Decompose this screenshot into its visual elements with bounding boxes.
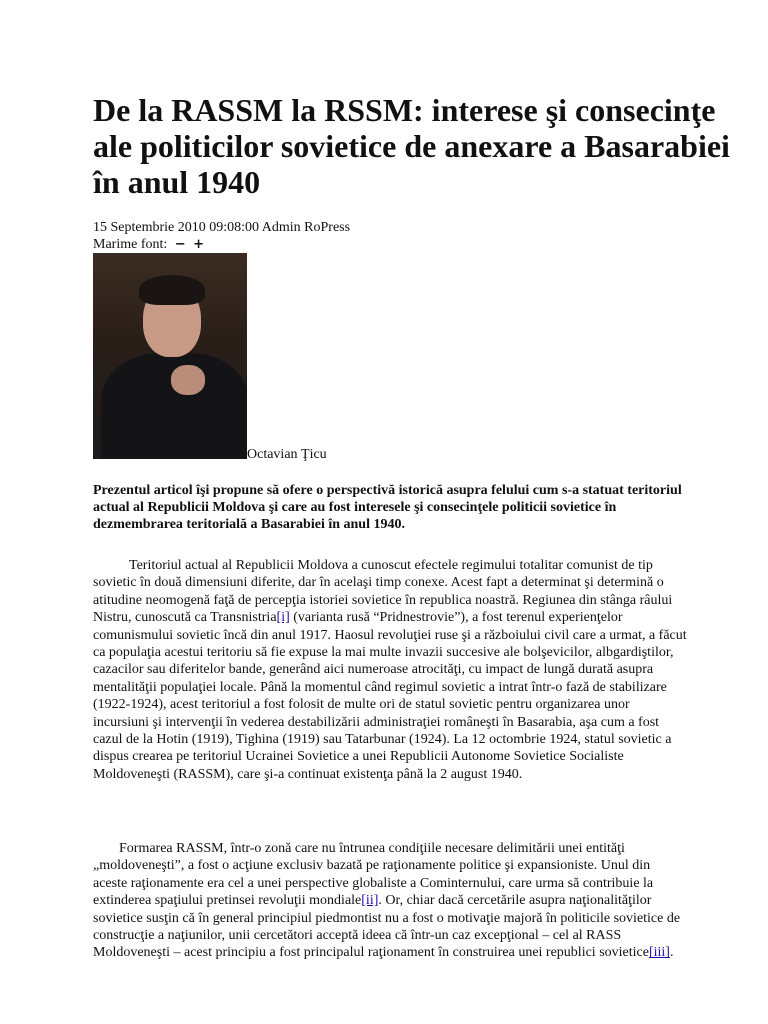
article-title: De la RASSM la RSSM: interese şi consecinţe ale politicilor sovietice de anexare a Basarabiei în anul 1940 bbox=[93, 92, 730, 200]
author-photo bbox=[93, 253, 247, 459]
date-author: 15 Septembrie 2010 09:08:00 Admin RoPress bbox=[93, 220, 351, 235]
font-increase-button[interactable]: + bbox=[193, 237, 205, 252]
photo-caption: Octavian Ţicu bbox=[247, 447, 327, 462]
photo-hand bbox=[171, 365, 205, 395]
paragraph-2-text-a: Formarea RASSM, într-o zonă care nu întrunea condiţiile necesare delimitării unei entităţi „moldoveneşti”, a fost o acţiune exclusiv bazată pe raţionamente politice şi expansioniste. Unul din aceste raţionamente era cel a unei perspective globaliste a Cominternului, care urma să contribuie la extinderea spaţiului pretinsei revoluţii mondiale bbox=[93, 841, 654, 909]
paragraph-1-text-b: (varianta rusă “Pridnestrovie”), a fost terenul experienţelor comunismului sovietic încă din anul 1917. Haosul revoluţiei ruse şi a războiului civil care a urmat, a făcut ca populaţia acestui teritoriu să fie expuse la mai multe invazii succesive ale bolşevicilor, albgardiştilor, cazacilor sau diferitelor bande, generând aici numeroase atrocităţi, cu impact de lungă durată asupra mentalităţii populaţiei locale. Până la momentul când regimul sovietic a intrat într-o fază de stabilizare (1922-1924), acest teritoriul a fost folosit de multe ori de statul sovietic pentru organizarea unor incursiuni şi intervenţii în vederea destabilizării administraţiei româneşti în Basarabia, aşa cum a fost cazul de la Hotin (1919), Tighina (1919) sau Tatarbunar (1924). La 12 octombrie 1924, statul sovietic a dispus crearea pe teritoriul Ucrainei Sovietice a unei Republicii Autonome Sovietice Socialiste Moldoveneşti (RASSM), care şi-a continuat existenţa până la 2 august 1940. bbox=[93, 610, 687, 782]
footnote-link-i[interactable]: [i] bbox=[276, 610, 290, 626]
paragraph-1-text-a: Teritoriul actual al Republicii Moldova a cunoscut efectele regimului totalitar comunist de tip sovietic în două dimensiuni diferite, dar în acelaşi timp conexe. Acest fapt a determinat şi determină o atitudine neomogenă faţă de percepţia istoriei sovietice în republica noastră. Regiunea din stânga râului Nistru, cunoscută ca Transnistria bbox=[93, 558, 673, 626]
article-paragraph-2 bbox=[93, 840, 687, 962]
footnote-link-iii[interactable]: [iii] bbox=[648, 945, 670, 961]
article-paragraph-1 bbox=[93, 557, 687, 783]
footnote-link-ii[interactable]: [ii] bbox=[361, 893, 379, 909]
font-size-row bbox=[93, 236, 350, 253]
article-meta bbox=[93, 219, 350, 253]
font-size-label: Marime font: bbox=[93, 237, 168, 252]
paragraph-2-text-c: . bbox=[669, 945, 674, 961]
photo-hair bbox=[139, 275, 205, 305]
article-lead: Prezentul articol îşi propune să ofere o perspectivă istorică asupra felului cum s-a statuat teritoriul actual al Republicii Moldova şi care au fost interesele şi consecinţele politicii sovietice în dezmembrarea teritorială a Basarabiei în anul 1940. bbox=[93, 483, 682, 532]
paragraph-2-text-b: . Or, chiar dacă cercetările asupra naţionalităţilor sovietice susţin că în general principiul piedmontist nu a fost o motivaţie majoră în politicile sovietice de construcţie a naţiunilor, unii cercetători acceptă ideea că într-un caz excepţional – cel al RASS Moldoveneşti – acest principiu a fost principalul raţionament în construirea unei republici sovietice bbox=[93, 893, 681, 961]
font-decrease-button[interactable]: − bbox=[174, 237, 186, 252]
